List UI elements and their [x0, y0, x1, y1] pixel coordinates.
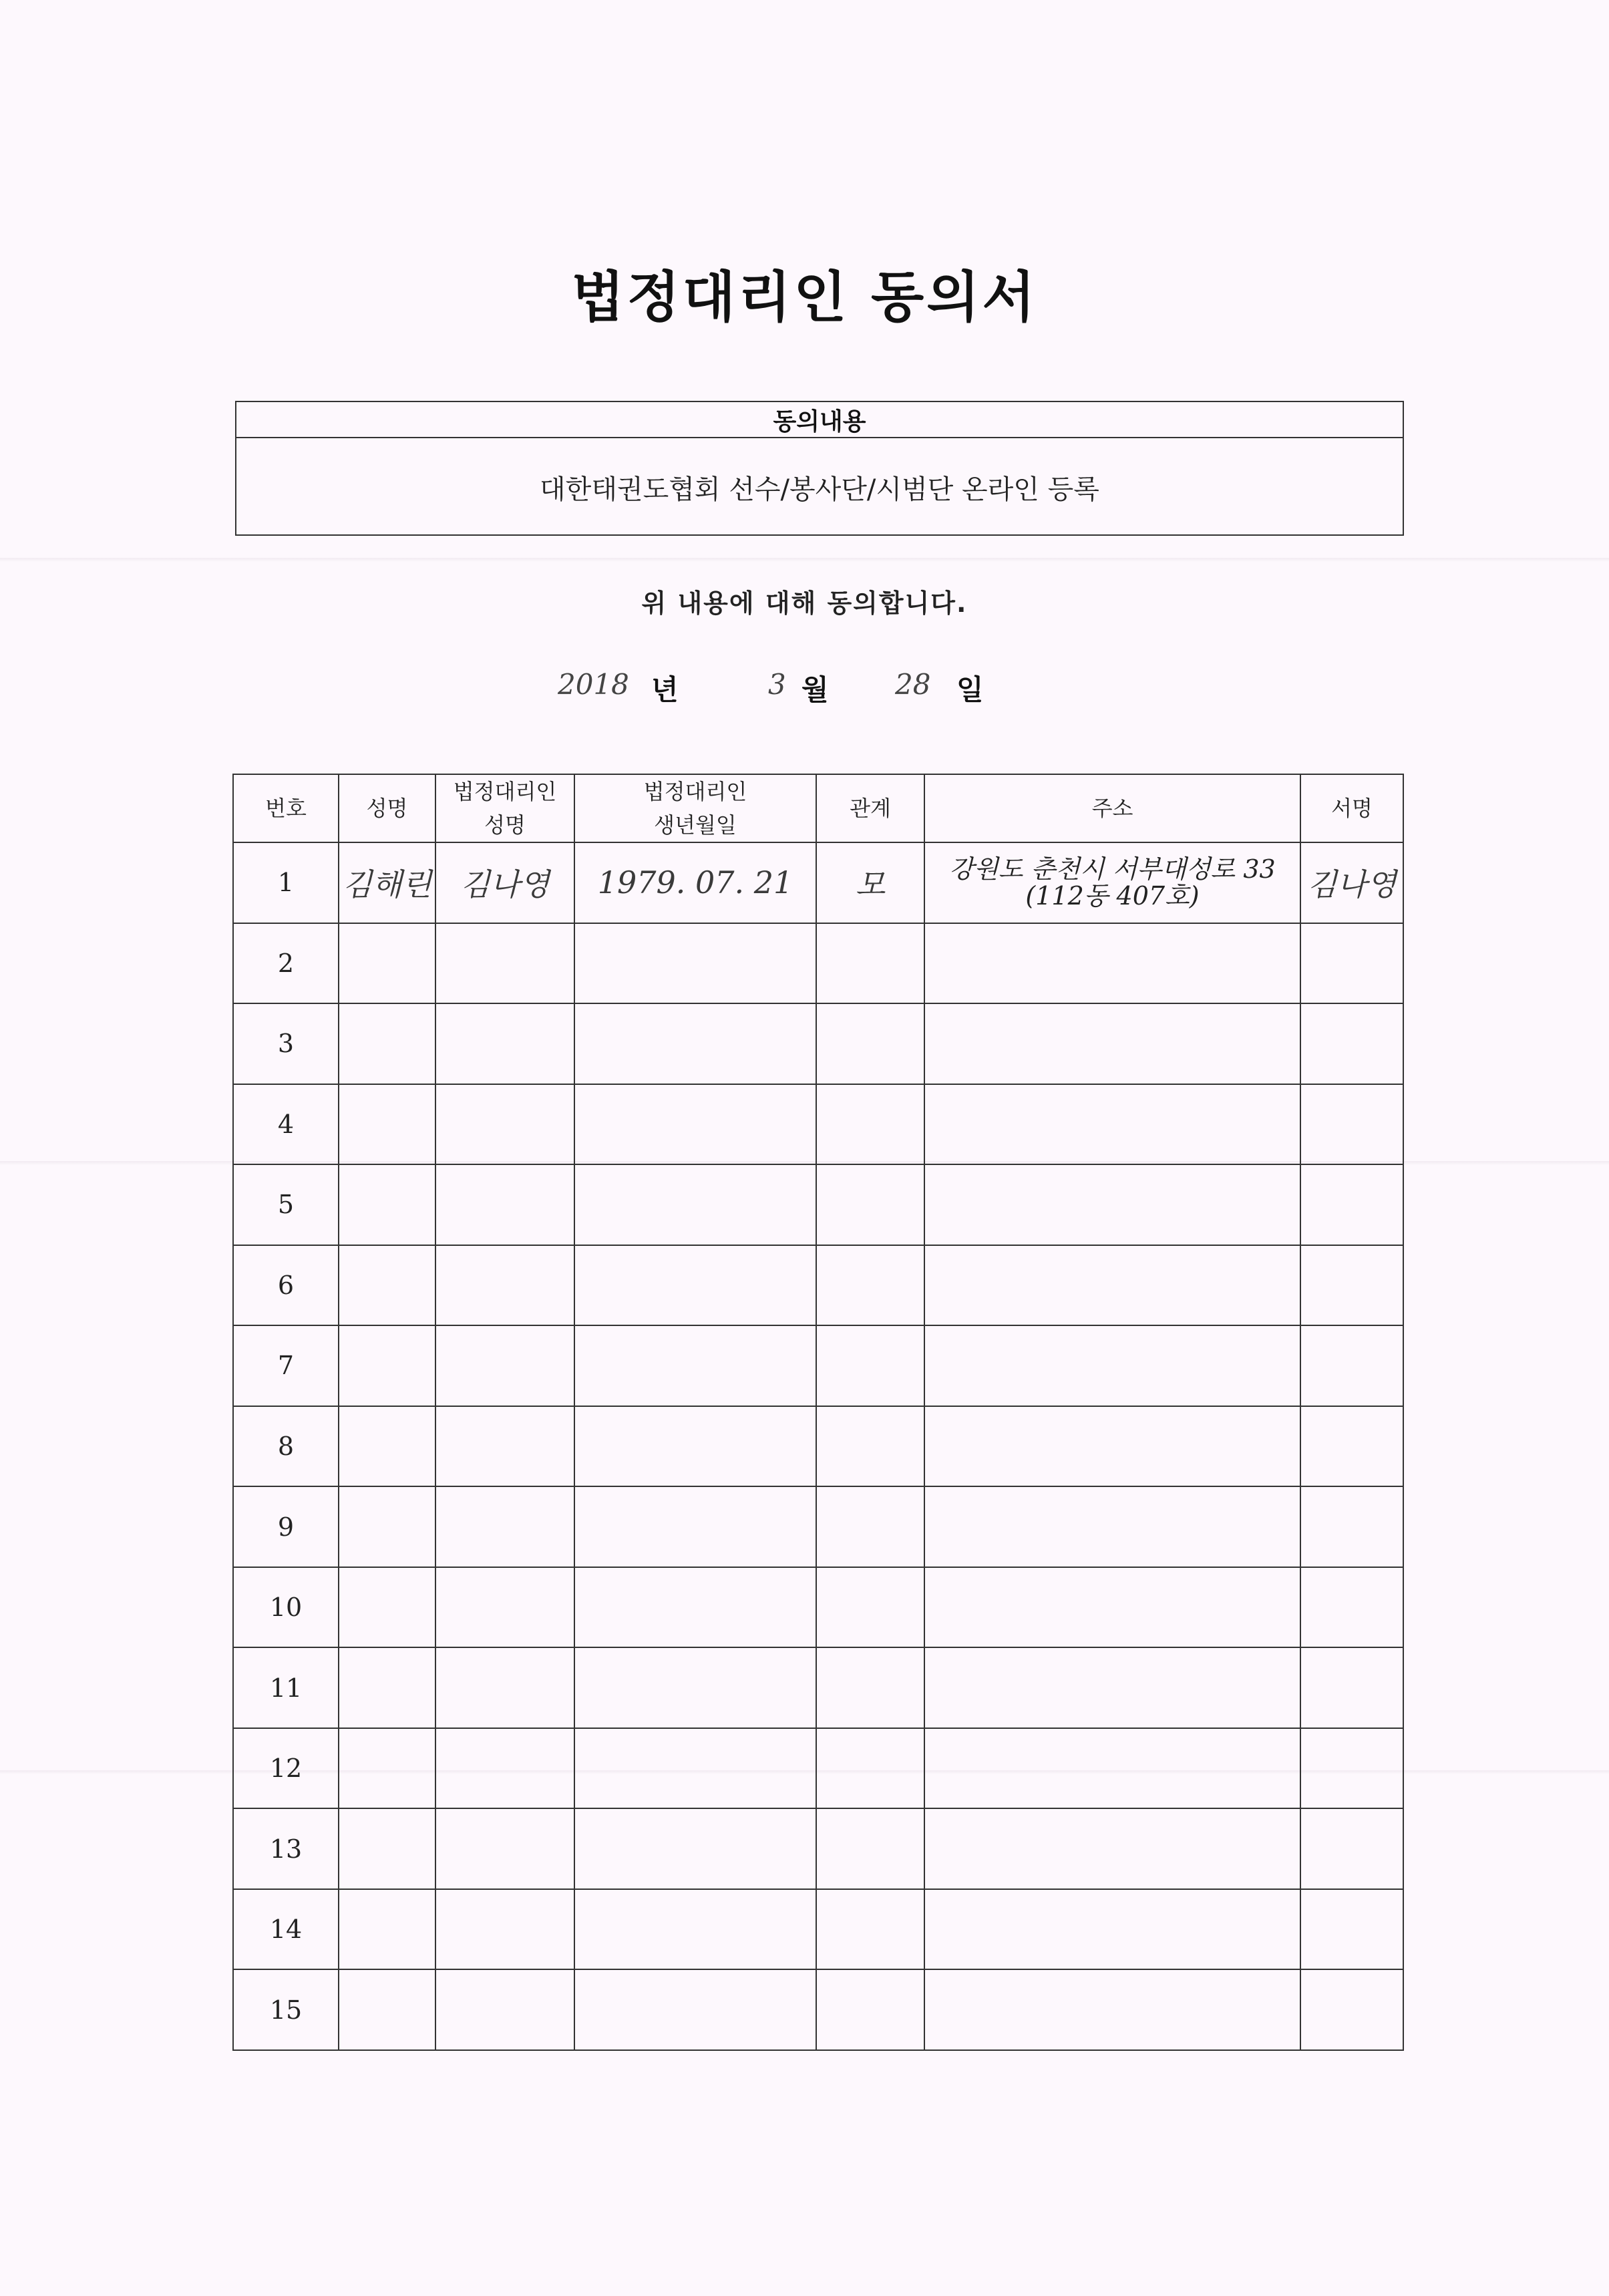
- cell-guardian-name: [435, 1164, 574, 1245]
- cell-relation: 모: [816, 842, 924, 923]
- table-header-row: [233, 774, 1403, 842]
- cell-guardian-birth: [574, 1486, 816, 1567]
- cell-signature: [1300, 1003, 1403, 1084]
- cell-name: [339, 1486, 435, 1567]
- cell-guardian-birth: [574, 1889, 816, 1970]
- header-guardian-birth: [574, 774, 816, 842]
- cell-signature: 김나영: [1300, 842, 1403, 923]
- cell-name: [339, 1084, 435, 1165]
- cell-guardian-name: [435, 1808, 574, 1889]
- address-line2: (112동 407호): [1025, 882, 1200, 910]
- cell-signature: [1300, 1889, 1403, 1970]
- guardian-roster-table: [232, 774, 1404, 2051]
- cell-name: [339, 1889, 435, 1970]
- cell-relation: [816, 1486, 924, 1567]
- cell-address: [924, 1808, 1300, 1889]
- cell-address: [924, 842, 1300, 923]
- header-address: 주소: [924, 774, 1300, 842]
- cell-guardian-birth: [574, 1406, 816, 1487]
- cell-name: 김해린: [339, 842, 435, 923]
- date-day-label: 일: [956, 673, 984, 706]
- cell-relation: [816, 1325, 924, 1406]
- header-signature: 서명: [1300, 774, 1403, 842]
- header-relation: 관계: [816, 774, 924, 842]
- cell-address: [924, 1969, 1300, 2050]
- cell-guardian-birth: [574, 1245, 816, 1326]
- cell-guardian-birth: [574, 1164, 816, 1245]
- cell-signature: [1300, 1808, 1403, 1889]
- header-name: 성명: [339, 774, 435, 842]
- cell-no: 5: [233, 1164, 339, 1245]
- consent-header: 동의내용: [236, 402, 1403, 438]
- header-guardian-birth-line2: 생년월일: [654, 812, 737, 838]
- consent-body: 대한태권도협회 선수/봉사단/시범단 온라인 등록: [540, 474, 1099, 505]
- cell-name: [339, 1003, 435, 1084]
- table-row: [233, 1164, 1403, 1245]
- cell-no: 8: [233, 1406, 339, 1487]
- cell-signature: [1300, 1486, 1403, 1567]
- table-row: [233, 1728, 1403, 1809]
- cell-guardian-birth: [574, 923, 816, 1004]
- cell-guardian-name: [435, 1245, 574, 1326]
- cell-name: [339, 1728, 435, 1809]
- paper-fold-line: [0, 558, 1609, 562]
- cell-no: 3: [233, 1003, 339, 1084]
- cell-guardian-name: [435, 1084, 574, 1165]
- cell-guardian-birth: [574, 1969, 816, 2050]
- cell-guardian-birth: [574, 1808, 816, 1889]
- cell-guardian-birth: [574, 1567, 816, 1648]
- cell-guardian-name: [435, 1969, 574, 2050]
- table-row: [233, 1567, 1403, 1648]
- cell-no: 9: [233, 1486, 339, 1567]
- cell-guardian-name: 김나영: [435, 842, 574, 923]
- table-row: [233, 1808, 1403, 1889]
- cell-address: [924, 1084, 1300, 1165]
- cell-address: [924, 923, 1300, 1004]
- table-row: [233, 1647, 1403, 1728]
- cell-relation: [816, 1164, 924, 1245]
- cell-relation: [816, 1406, 924, 1487]
- address-line1: 강원도 춘천시 서부대성로 33: [949, 856, 1276, 883]
- cell-address: [924, 1486, 1300, 1567]
- table-row: [233, 1245, 1403, 1326]
- table-row: [233, 1325, 1403, 1406]
- consent-box: [235, 401, 1404, 536]
- cell-guardian-name: [435, 1647, 574, 1728]
- cell-signature: [1300, 1969, 1403, 2050]
- cell-address: [924, 1245, 1300, 1326]
- cell-no: 6: [233, 1245, 339, 1326]
- cell-signature: [1300, 1728, 1403, 1809]
- cell-name: [339, 1406, 435, 1487]
- cell-name: [339, 1808, 435, 1889]
- cell-relation: [816, 1808, 924, 1889]
- header-guardian-name: [435, 774, 574, 842]
- date-month-label: 월: [801, 673, 829, 706]
- cell-relation: [816, 1647, 924, 1728]
- table-row: [233, 1889, 1403, 1970]
- cell-no: 10: [233, 1567, 339, 1648]
- table-row: [233, 1003, 1403, 1084]
- cell-relation: [816, 1567, 924, 1648]
- cell-guardian-name: [435, 923, 574, 1004]
- header-guardian-name-line1: 법정대리인: [453, 779, 557, 804]
- cell-name: [339, 1647, 435, 1728]
- cell-name: [339, 1325, 435, 1406]
- cell-signature: [1300, 1567, 1403, 1648]
- cell-signature: [1300, 923, 1403, 1004]
- cell-guardian-birth: [574, 1084, 816, 1165]
- cell-relation: [816, 1728, 924, 1809]
- date-year-label: 년: [651, 673, 679, 706]
- header-guardian-birth-line1: 법정대리인: [643, 779, 747, 804]
- cell-name: [339, 1245, 435, 1326]
- cell-guardian-birth: [574, 1325, 816, 1406]
- cell-name: [339, 923, 435, 1004]
- cell-guardian-birth: [574, 1728, 816, 1809]
- cell-address: [924, 1647, 1300, 1728]
- header-guardian-name-line2: 성명: [484, 812, 526, 838]
- cell-address: [924, 1325, 1300, 1406]
- cell-guardian-name: [435, 1325, 574, 1406]
- cell-signature: [1300, 1084, 1403, 1165]
- date-year: 2018: [558, 668, 629, 701]
- cell-address: [924, 1003, 1300, 1084]
- cell-guardian-name: [435, 1567, 574, 1648]
- cell-relation: [816, 923, 924, 1004]
- cell-relation: [816, 1969, 924, 2050]
- cell-name: [339, 1567, 435, 1648]
- table-row: [233, 1084, 1403, 1165]
- cell-address: [924, 1889, 1300, 1970]
- cell-relation: [816, 1889, 924, 1970]
- cell-no: 7: [233, 1325, 339, 1406]
- cell-guardian-name: [435, 1406, 574, 1487]
- table-row: [233, 842, 1403, 923]
- cell-address: [924, 1567, 1300, 1648]
- cell-no: 1: [233, 842, 339, 923]
- cell-no: 12: [233, 1728, 339, 1809]
- cell-name: [339, 1969, 435, 2050]
- cell-guardian-name: [435, 1889, 574, 1970]
- cell-guardian-name: [435, 1728, 574, 1809]
- cell-no: 14: [233, 1889, 339, 1970]
- cell-signature: [1300, 1647, 1403, 1728]
- cell-no: 11: [233, 1647, 339, 1728]
- cell-guardian-birth: [574, 1003, 816, 1084]
- cell-signature: [1300, 1406, 1403, 1487]
- cell-signature: [1300, 1325, 1403, 1406]
- cell-relation: [816, 1084, 924, 1165]
- cell-address: [924, 1406, 1300, 1487]
- cell-guardian-birth: [574, 1647, 816, 1728]
- cell-no: 2: [233, 923, 339, 1004]
- table-row: [233, 1486, 1403, 1567]
- date-line: [0, 668, 1609, 715]
- cell-relation: [816, 1003, 924, 1084]
- table-row: [233, 1406, 1403, 1487]
- cell-guardian-name: [435, 1486, 574, 1567]
- header-no: 번호: [233, 774, 339, 842]
- cell-no: 15: [233, 1969, 339, 2050]
- cell-no: 4: [233, 1084, 339, 1165]
- cell-address: [924, 1728, 1300, 1809]
- cell-no: 13: [233, 1808, 339, 1889]
- cell-name: [339, 1164, 435, 1245]
- cell-guardian-name: [435, 1003, 574, 1084]
- cell-address: [924, 1164, 1300, 1245]
- cell-relation: [816, 1245, 924, 1326]
- agree-statement: 위 내용에 대해 동의합니다.: [641, 589, 968, 618]
- date-month: 3: [768, 668, 786, 701]
- cell-guardian-birth: 1979. 07. 21: [574, 842, 816, 923]
- cell-signature: [1300, 1245, 1403, 1326]
- document-title: 법정대리인 동의서: [571, 266, 1038, 329]
- cell-signature: [1300, 1164, 1403, 1245]
- table-row: [233, 1969, 1403, 2050]
- table-row: [233, 923, 1403, 1004]
- date-day: 28: [895, 668, 931, 701]
